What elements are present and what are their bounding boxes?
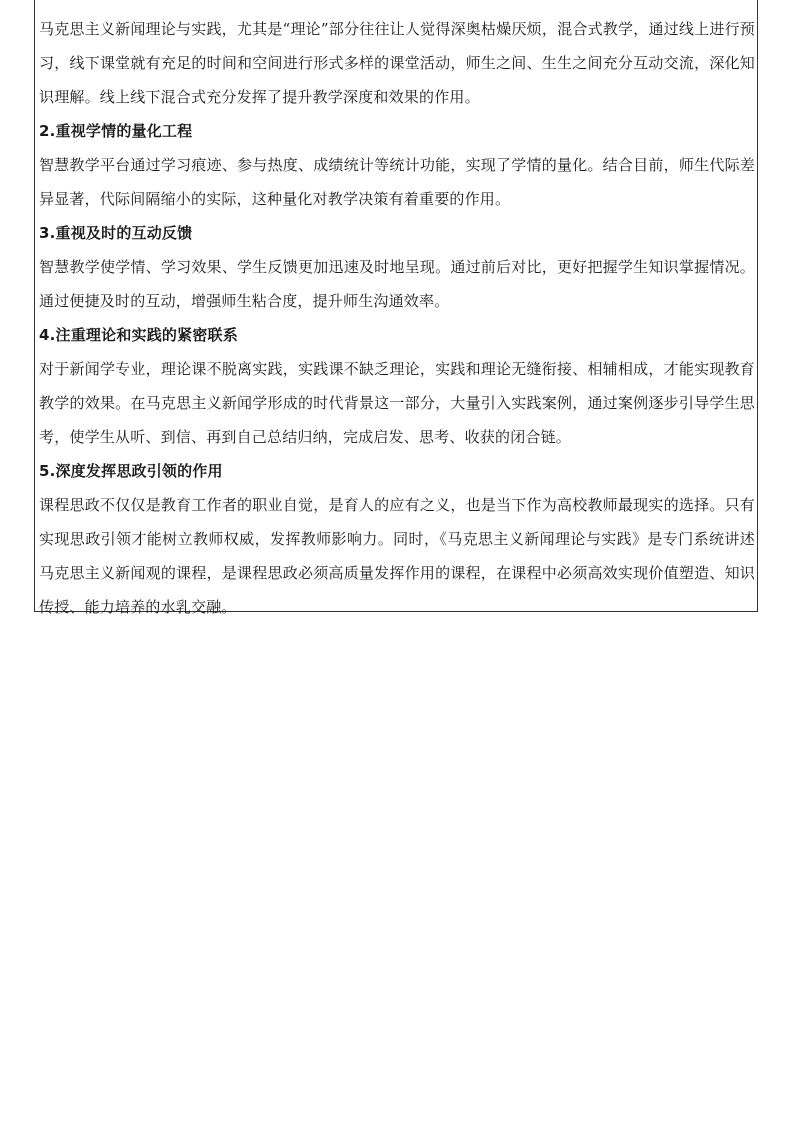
text-block bbox=[39, 12, 755, 624]
section-heading-3: 3.重视及时的互动反馈 bbox=[39, 224, 193, 242]
content-table-cell bbox=[34, 0, 758, 616]
section-body-5: 课程思政不仅仅是教育工作者的职业自觉，是育人的应有之义，也是当下作为高校教师最现实的选择。只有实现思政引领才能树立教师权威，发挥教师影响力。同时，《马克思主义新闻理论与实践》是专门系统讲述马克思主义新闻观的课程，是课程思政必须高质量发挥作用的课程，在课程中必须高效实现价值塑造、知识传授、能力培养的水乳交融。 bbox=[39, 496, 755, 616]
section-heading-4: 4.注重理论和实践的紧密联系 bbox=[39, 326, 238, 344]
section-heading-5: 5.深度发挥思政引领的作用 bbox=[39, 462, 223, 480]
paragraph-intro-continued: 马克思主义新闻理论与实践，尤其是“理论”部分往往让人觉得深奥枯燥厌烦，混合式教学，通过线上进行预习，线下课堂就有充足的时间和空间进行形式多样的课堂活动，师生之间、生生之间充分互动交流，深化知识理解。线上线下混合式充分发挥了提升教学深度和效果的作用。 bbox=[39, 20, 755, 106]
section-body-4: 对于新闻学专业，理论课不脱离实践，实践课不缺乏理论，实践和理论无缝衔接、相辅相成，才能实现教育教学的效果。在马克思主义新闻学形成的时代背景这一部分，大量引入实践案例，通过案例逐步引导学生思考，使学生从听、到信、再到自己总结归纳，完成启发、思考、收获的闭合链。 bbox=[39, 360, 755, 446]
section-body-2: 智慧教学平台通过学习痕迹、参与热度、成绩统计等统计功能，实现了学情的量化。结合目前，师生代际差异显著，代际间隔缩小的实际，这种量化对教学决策有着重要的作用。 bbox=[39, 156, 755, 208]
section-heading-2: 2.重视学情的量化工程 bbox=[39, 122, 193, 140]
section-body-3: 智慧教学使学情、学习效果、学生反馈更加迅速及时地呈现。通过前后对比，更好把握学生知识掌握情况。通过便捷及时的互动，增强师生粘合度，提升师生沟通效率。 bbox=[39, 258, 755, 310]
